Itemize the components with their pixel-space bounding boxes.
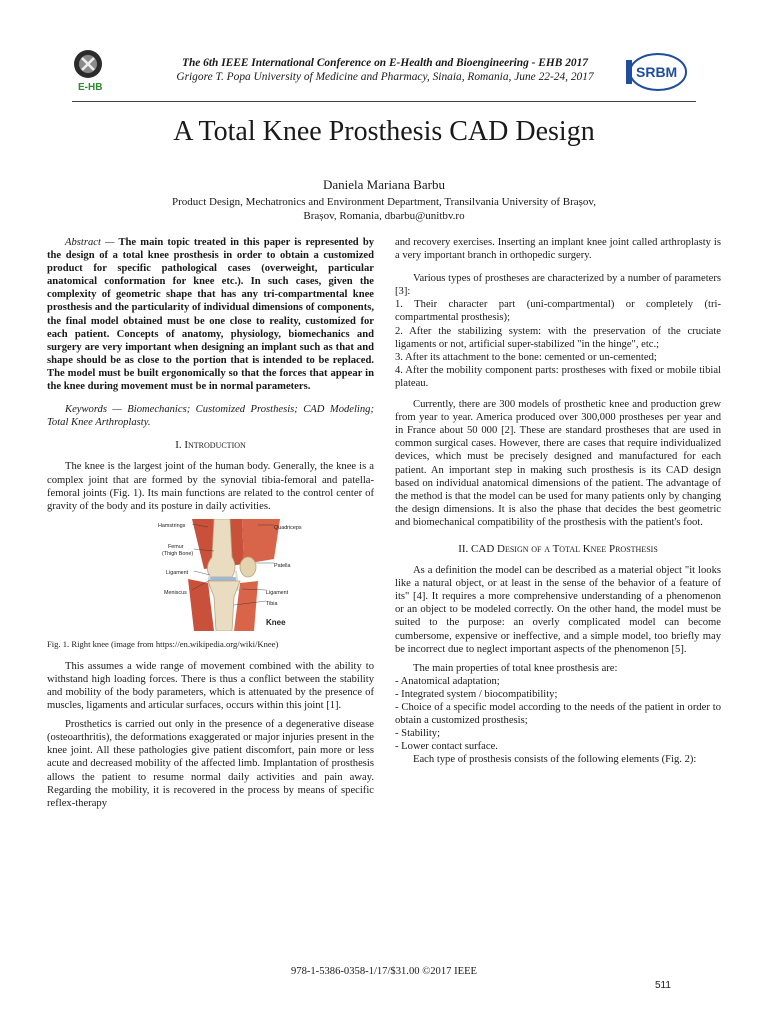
right-paragraph-6: Each type of prosthesis consists of the following elements (Fig. 2): (413, 754, 697, 766)
figure-label-knee: Knee (266, 617, 286, 627)
intro-paragraph-3: Prosthetics is carried out only in the presence of a degenerative disease (osteoarthritis), the deformations exaggerated or major injuries present in the knee joint. All these pathologies give patient discomfort, pain more or less acute and decreased mobility of the affected limb. Implantation of prosthesis allows the patient to resume normal daily activities and pain away. Regarding the mobility, it is recovered in the process by means of specific reflex-therapy (47, 719, 374, 809)
header-divider (72, 101, 696, 102)
figure-label-patella: Patella (274, 562, 291, 569)
copyright-footer: 978-1-5386-0358-1/17/$31.00 ©2017 IEEE (290, 966, 478, 977)
conference-logo-text: E-HB (78, 82, 103, 93)
figure-label-quadriceps: Quadriceps (274, 524, 302, 531)
keywords-text: Biomechanics; Customized Prosthesis; CAD Modeling; Total Knee Arthroplasty. (47, 404, 374, 429)
knee-anatomy-figure (158, 519, 312, 631)
section-heading-cad-design: II. CAD Design of a Total Knee Prosthesis (458, 542, 658, 555)
abstract (47, 236, 374, 393)
conference-name: The 6th IEEE International Conference on E-Health and Bioengineering - EHB 2017 (181, 57, 588, 69)
author-name: Daniela Mariana Barbu (322, 177, 445, 192)
affiliation-line-1: Product Design, Mechatronics and Environment Department, Transilvania University of Brașov, (172, 196, 596, 208)
intro-paragraph-1: The knee is the largest joint of the human body. Generally, the knee is a complex joint that are formed by the synovial tibia-femoral and patella-femoral joints (Fig. 1). Its main functions are related to the control center of gravity of the body and its posture in daily activities. (47, 461, 374, 512)
list-item: 3. After its attachment to the bone: cemented or un-cemented; (395, 351, 657, 363)
figure-label-meniscus: Meniscus (164, 589, 187, 596)
conference-header (120, 56, 650, 84)
figure-label-hamstrings: Hamstrings (158, 522, 186, 529)
right-paragraph-2: Various types of prostheses are characterized by a number of parameters [3]: (395, 273, 721, 298)
list-item: - Integrated system / biocompatibility; (395, 688, 558, 700)
affiliation-line-2: Brașov, Romania, dbarbu@unitbv.ro (303, 210, 465, 222)
keywords (47, 403, 374, 429)
figure-1-caption: Fig. 1. Right knee (image from https://en.wikipedia.org/wiki/Knee) (47, 638, 279, 649)
figure-label-thigh-bone: (Thigh Bone) (162, 550, 194, 557)
right-column (395, 236, 721, 772)
right-paragraph-4: As a definition the model can be described as a material object "it looks like a natural object, or at least in the sense of the behavior of a feature of its" [4]. It requires a more comprehensive understanding of a phenomenon or an object to be modeled correctly. On the other hand, the model must be suited to the purpose: an overly complicated model can become cumbersome, expensive or ineffective, and a simple model, too briefly may be incorrect due to neglect important aspects of the phenomenon [5]. (395, 565, 721, 655)
list-item: - Lower contact surface. (395, 741, 498, 753)
right-paragraph-3: Currently, there are 300 models of prosthetic knee and production grew from year to year. America produced over 300,000 prostheses per year and in France about 50 000 [2]. These are standard prostheses that are used in common surgical cases. However, there are cases that require individualized devices, which must be precisely designed and manufactured for each patient. An important step in making such prosthesis is its CAD design based on individual anatomical dimensions of the patient. The advantage of the method is that the model can be used for many patients only by changing the design dimensions. It is also the phase that decides the best geometric and biomechanical compatibility of the prosthesis with the patient's foot. (395, 399, 721, 528)
conference-logo (72, 48, 116, 94)
right-paragraph-5: The main properties of total knee prosthesis are: (413, 662, 618, 674)
abstract-text: The main topic treated in this paper is represented by the design of a total knee prosthesis in order to obtain a customized product for specific pathological cases (overweight, particular anatomical conformation for knee etc.). In such cases, given the complexity of geometric shape that has any tri-compartmental knee prosthesis and the particularity of individual dimensions of components, the final model obtained must be one close to reality, customized for each patient. Concepts of anatomy, physiology, biomechanics and surgery are very important when designing an implant such as that and shape should be as close to the portion that is intended to be replaced. The model must be built ergonomically so that the forces that appear in the knee during movement must be in normal parameters. (47, 237, 375, 393)
figure-label-ligament-right: Ligament (266, 589, 289, 596)
intro-paragraph-2: This assumes a wide range of movement combined with the ability to withstand high loading forces. There is thus a conflict between the stability and mobility of the body parameters, which is attenuated by the presence of muscles, ligaments and articular surfaces, occurs within this joint [1]. (47, 660, 374, 712)
list-item: 4. After the mobility component parts: prostheses with fixed or mobile tibial plateau. (395, 364, 721, 389)
list-item: - Choice of a specific model according to the needs of the patient in order to obtain a customized prosthesis; (395, 702, 721, 727)
prosthesis-types-list (395, 298, 721, 390)
srbm-logo (622, 50, 688, 94)
right-paragraph-1: and recovery exercises. Inserting an implant knee joint called arthroplasty is a very important branch in orthopedic surgery. (395, 237, 721, 262)
list-item: - Anatomical adaptation; (395, 675, 500, 687)
srbm-logo-text: SRBM (636, 64, 678, 80)
list-item: 1. Their character part (uni-compartmental) or completely (tri-compartmental prosthesis); (395, 299, 721, 324)
list-item: 2. After the stabilizing system: with the preservation of the cruciate ligaments or not, artificial super-stabilized "in the hinge", etc.; (395, 325, 721, 350)
list-item: - Stability; (395, 728, 441, 740)
figure-label-femur: Femur (168, 543, 184, 550)
paper-title: A Total Knee Prosthesis CAD Design (173, 116, 595, 147)
section-heading-introduction: I. Introduction (175, 439, 246, 452)
keywords-label: Keywords — (65, 404, 122, 416)
author-affiliation (110, 195, 658, 223)
properties-list (395, 675, 721, 754)
conference-venue: Grigore T. Popa University of Medicine and Pharmacy, Sinaia, Romania, June 22-24, 2017 (176, 71, 594, 83)
figure-label-tibia: Tibia (266, 600, 278, 607)
page-number: 511 (655, 980, 671, 991)
figure-label-ligament-left: Ligament (166, 569, 189, 576)
left-column (47, 236, 374, 816)
abstract-label: Abstract — (65, 237, 115, 248)
